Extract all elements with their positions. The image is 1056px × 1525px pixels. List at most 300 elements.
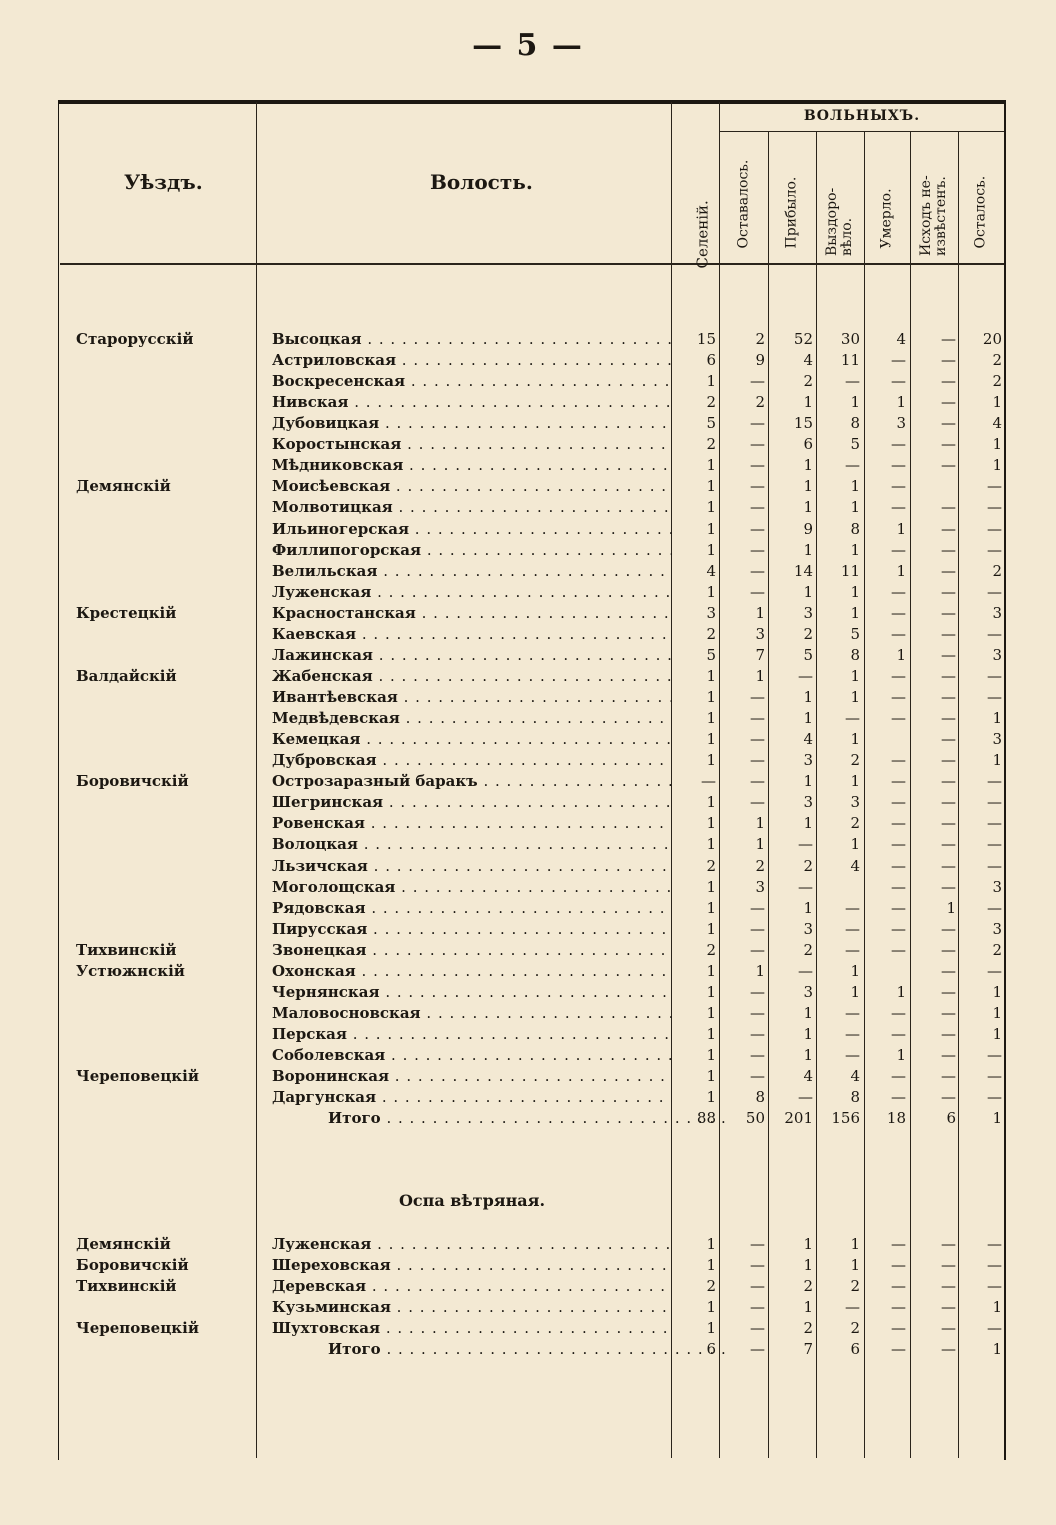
column-header-6: Осталось. xyxy=(972,175,989,249)
cell-col-5: — xyxy=(891,1277,906,1295)
cell-col-4: 2 xyxy=(850,751,860,769)
cell-col-4: — xyxy=(845,456,860,474)
uezd-name: Боровичскій xyxy=(76,1256,189,1274)
cell-col-6: — xyxy=(941,1004,956,1022)
cell-col-1: 1 xyxy=(706,688,716,706)
cell-col-1: 1 xyxy=(706,477,716,495)
column-header-3: Выздоро- вѣло. xyxy=(824,187,855,256)
uezd-name: Демянскій xyxy=(76,477,171,495)
cell-col-5: — xyxy=(891,709,906,727)
cell-col-2: — xyxy=(750,1004,765,1022)
cell-col-7: 1 xyxy=(992,751,1002,769)
cell-col-1: 1 xyxy=(706,541,716,559)
cell-col-3: 1 xyxy=(803,477,813,495)
cell-col-4: 11 xyxy=(840,562,860,580)
cell-col-3: 1 xyxy=(803,456,813,474)
cell-col-6: — xyxy=(941,793,956,811)
cell-col-2: 2 xyxy=(755,393,765,411)
volost-name: Ровенская . . . xyxy=(272,813,672,834)
cell-col-4: 6 xyxy=(850,1340,860,1358)
table-row xyxy=(0,434,1056,455)
volost-name: Ильиногерская . . . xyxy=(272,519,672,540)
table-row xyxy=(0,919,1056,940)
volost-name: Астриловская . . . xyxy=(272,350,672,371)
table-row xyxy=(0,561,1056,582)
table-row xyxy=(0,961,1056,982)
cell-col-3: 1 xyxy=(803,688,813,706)
cell-col-2: 1 xyxy=(755,962,765,980)
cell-col-5: — xyxy=(891,667,906,685)
cell-col-5: — xyxy=(891,920,906,938)
volost-name: Даргунская . . . xyxy=(272,1087,672,1108)
volost-name: Деревская . . . xyxy=(272,1276,672,1297)
total-row xyxy=(0,1339,1056,1360)
cell-col-6: — xyxy=(941,330,956,348)
cell-col-6: — xyxy=(941,814,956,832)
cell-col-2: 1 xyxy=(755,667,765,685)
cell-col-6: — xyxy=(941,751,956,769)
uezd-name: Старорусскій xyxy=(76,330,194,348)
cell-col-4: 1 xyxy=(850,835,860,853)
cell-col-2: — xyxy=(750,1319,765,1337)
cell-col-7: 1 xyxy=(992,1004,1002,1022)
cell-col-1: 2 xyxy=(706,1277,716,1295)
cell-col-5: — xyxy=(891,899,906,917)
cell-col-4: 1 xyxy=(850,477,860,495)
cell-col-5: — xyxy=(891,477,906,495)
cell-col-3: 1 xyxy=(803,583,813,601)
volost-name: Велильская . . . xyxy=(272,561,672,582)
uezd-name: Валдайскій xyxy=(76,667,177,685)
cell-col-5: 4 xyxy=(896,330,906,348)
cell-col-5: — xyxy=(891,857,906,875)
total-row xyxy=(0,1108,1056,1129)
cell-col-2: — xyxy=(750,1046,765,1064)
cell-col-1: 2 xyxy=(706,625,716,643)
cell-col-1: 1 xyxy=(706,814,716,832)
volost-name: Луженская . . . xyxy=(272,1234,672,1255)
cell-col-7: — xyxy=(987,899,1002,917)
cell-col-5: — xyxy=(891,1235,906,1253)
volost-name: Нивская . . . xyxy=(272,392,672,413)
cell-col-2: — xyxy=(750,477,765,495)
cell-col-5: — xyxy=(891,456,906,474)
table-row xyxy=(0,771,1056,792)
cell-col-2: — xyxy=(750,1235,765,1253)
cell-col-3: 1 xyxy=(803,498,813,516)
cell-col-3: 2 xyxy=(803,1319,813,1337)
uezd-name: Устюжнскій xyxy=(76,962,185,980)
uezd-name: Череповецкій xyxy=(76,1067,199,1085)
cell-col-7: 3 xyxy=(992,646,1002,664)
cell-col-6: — xyxy=(941,435,956,453)
table-row xyxy=(0,708,1056,729)
cell-col-6: — xyxy=(941,456,956,474)
header-volost: Волость. xyxy=(430,170,533,194)
volost-name: Воскресенская . . . xyxy=(272,371,672,392)
table-row xyxy=(0,1066,1056,1087)
cell-col-3: 52 xyxy=(793,330,813,348)
volost-name: Шухтовская . . . xyxy=(272,1318,672,1339)
table-row xyxy=(0,645,1056,666)
cell-col-1: 1 xyxy=(706,456,716,474)
cell-col-7: 20 xyxy=(982,330,1002,348)
volost-name: Рядовская . . . xyxy=(272,898,672,919)
cell-col-5: — xyxy=(891,435,906,453)
table-row xyxy=(0,877,1056,898)
cell-col-7: — xyxy=(987,814,1002,832)
cell-col-2: — xyxy=(750,793,765,811)
cell-col-1: 1 xyxy=(706,1025,716,1043)
cell-col-6: — xyxy=(941,709,956,727)
cell-col-1: 1 xyxy=(706,899,716,917)
cell-col-7: 1 xyxy=(992,1298,1002,1316)
cell-col-3: 1 xyxy=(803,1256,813,1274)
cell-col-1: 4 xyxy=(706,562,716,580)
cell-col-4: — xyxy=(845,709,860,727)
cell-col-4: 2 xyxy=(850,1319,860,1337)
cell-col-5: — xyxy=(891,1256,906,1274)
cell-col-1: 1 xyxy=(706,1004,716,1022)
cell-col-5: — xyxy=(891,583,906,601)
cell-col-1: 1 xyxy=(706,983,716,1001)
cell-col-2: — xyxy=(750,899,765,917)
cell-col-7: 1 xyxy=(992,983,1002,1001)
cell-col-7: — xyxy=(987,667,1002,685)
table-row xyxy=(0,982,1056,1003)
cell-col-7: 1 xyxy=(992,435,1002,453)
cell-col-2: — xyxy=(750,541,765,559)
cell-col-4: 1 xyxy=(850,498,860,516)
cell-col-4: 11 xyxy=(840,351,860,369)
cell-col-6: — xyxy=(941,857,956,875)
cell-col-5: — xyxy=(891,1004,906,1022)
table-row xyxy=(0,455,1056,476)
cell-col-5: 1 xyxy=(896,393,906,411)
cell-col-1: 1 xyxy=(706,583,716,601)
cell-col-3: 6 xyxy=(803,435,813,453)
column-header-1: Оставалось. xyxy=(735,159,752,249)
cell-col-6: — xyxy=(941,393,956,411)
table-row xyxy=(0,603,1056,624)
cell-col-1: 1 xyxy=(706,962,716,980)
table-row xyxy=(0,329,1056,350)
volost-name: Маловосновская . . . xyxy=(272,1003,672,1024)
cell-col-1: 1 xyxy=(706,751,716,769)
cell-col-4: 4 xyxy=(850,857,860,875)
cell-col-2: 3 xyxy=(755,625,765,643)
table-row xyxy=(0,1255,1056,1276)
cell-col-6: — xyxy=(941,562,956,580)
table-row xyxy=(0,1003,1056,1024)
volost-name: Волоцкая . . . xyxy=(272,834,672,855)
cell-col-1: 6 xyxy=(706,1340,716,1358)
cell-col-3: 5 xyxy=(803,646,813,664)
cell-col-5: — xyxy=(891,372,906,390)
cell-col-2: — xyxy=(750,498,765,516)
cell-col-7: 3 xyxy=(992,730,1002,748)
table-row xyxy=(0,413,1056,434)
cell-col-3: — xyxy=(798,1088,813,1106)
cell-col-5: — xyxy=(891,793,906,811)
cell-col-7: 2 xyxy=(992,372,1002,390)
volost-name: Воронинская . . . xyxy=(272,1066,672,1087)
cell-col-7: 1 xyxy=(992,1025,1002,1043)
cell-col-3: 3 xyxy=(803,983,813,1001)
cell-col-4: 1 xyxy=(850,1256,860,1274)
volost-name: Медвѣдевская . . . xyxy=(272,708,672,729)
cell-col-3: — xyxy=(798,962,813,980)
cell-col-2: 2 xyxy=(755,330,765,348)
cell-col-3: 1 xyxy=(803,709,813,727)
cell-col-2: — xyxy=(750,1067,765,1085)
cell-col-4: 1 xyxy=(850,1235,860,1253)
cell-col-3: 14 xyxy=(793,562,813,580)
cell-col-4: 3 xyxy=(850,793,860,811)
column-header-5: Исходъ не- извѣстенъ. xyxy=(918,175,949,256)
cell-col-6: — xyxy=(941,414,956,432)
cell-col-2: — xyxy=(750,920,765,938)
uezd-name: Крестецкій xyxy=(76,604,177,622)
cell-col-3: 7 xyxy=(803,1340,813,1358)
volost-name: Молвотицкая . . . xyxy=(272,497,672,518)
table-row xyxy=(0,1318,1056,1339)
table-row xyxy=(0,497,1056,518)
table-row xyxy=(0,750,1056,771)
cell-col-5: — xyxy=(891,1298,906,1316)
cell-col-5: 18 xyxy=(886,1109,906,1127)
cell-col-5: — xyxy=(891,941,906,959)
cell-col-4: — xyxy=(845,941,860,959)
cell-col-5: — xyxy=(891,751,906,769)
cell-col-4: 1 xyxy=(850,962,860,980)
section-title: Оспа вѣтряная. xyxy=(398,1191,546,1210)
cell-col-1: 1 xyxy=(706,793,716,811)
cell-col-3: 3 xyxy=(803,604,813,622)
cell-col-5: — xyxy=(891,625,906,643)
cell-col-2: 2 xyxy=(755,857,765,875)
header-bottom-rule xyxy=(60,263,1004,265)
cell-col-5: — xyxy=(891,604,906,622)
cell-col-2: — xyxy=(750,456,765,474)
volost-name: Льзичская . . . xyxy=(272,856,672,877)
cell-col-7: — xyxy=(987,1088,1002,1106)
cell-col-3: 1 xyxy=(803,1004,813,1022)
total-label: Итого . . . xyxy=(272,1108,728,1129)
cell-col-7: — xyxy=(987,583,1002,601)
cell-col-2: — xyxy=(750,1298,765,1316)
cell-col-6: — xyxy=(941,878,956,896)
cell-col-6: — xyxy=(941,835,956,853)
cell-col-4: 8 xyxy=(850,520,860,538)
cell-col-1: 1 xyxy=(706,1046,716,1064)
total-label: Итого . . . xyxy=(272,1339,728,1360)
cell-col-2: 1 xyxy=(755,604,765,622)
cell-col-2: — xyxy=(750,435,765,453)
cell-col-5: 3 xyxy=(896,414,906,432)
cell-col-2: — xyxy=(750,730,765,748)
cell-col-6: — xyxy=(941,983,956,1001)
cell-col-2: — xyxy=(750,688,765,706)
cell-col-6: — xyxy=(941,1025,956,1043)
cell-col-2: — xyxy=(750,583,765,601)
cell-col-4: — xyxy=(845,1004,860,1022)
cell-col-2: 50 xyxy=(745,1109,765,1127)
table-row xyxy=(0,371,1056,392)
cell-col-1: 1 xyxy=(706,730,716,748)
cell-col-3: 1 xyxy=(803,1298,813,1316)
uezd-name: Череповецкій xyxy=(76,1319,199,1337)
cell-col-1: 5 xyxy=(706,646,716,664)
cell-col-2: — xyxy=(750,709,765,727)
table-row xyxy=(0,519,1056,540)
volost-name: Пирусская . . . xyxy=(272,919,672,940)
cell-col-2: — xyxy=(750,1025,765,1043)
cell-col-2: 9 xyxy=(755,351,765,369)
volost-name: Дубровская . . . xyxy=(272,750,672,771)
cell-col-5: 1 xyxy=(896,1046,906,1064)
cell-col-5: — xyxy=(891,878,906,896)
cell-col-7: — xyxy=(987,1067,1002,1085)
volost-name: Чернянская . . . xyxy=(272,982,672,1003)
cell-col-7: — xyxy=(987,1319,1002,1337)
cell-col-7: 1 xyxy=(992,456,1002,474)
page-number: — 5 — xyxy=(472,28,584,63)
cell-col-1: 1 xyxy=(706,878,716,896)
table-row xyxy=(0,582,1056,603)
volost-name: Охонская . . . xyxy=(272,961,672,982)
header-seleniy: Селеній. xyxy=(693,200,712,269)
table-row xyxy=(0,940,1056,961)
cell-col-3: 1 xyxy=(803,772,813,790)
cell-col-1: 1 xyxy=(706,520,716,538)
cell-col-5: — xyxy=(891,351,906,369)
cell-col-7: — xyxy=(987,1256,1002,1274)
cell-col-3: 3 xyxy=(803,920,813,938)
table-row xyxy=(0,392,1056,413)
uezd-name: Тихвинскій xyxy=(76,941,177,959)
group-rule xyxy=(720,131,1004,132)
cell-col-6: — xyxy=(941,1256,956,1274)
cell-col-3: 1 xyxy=(803,393,813,411)
cell-col-6: — xyxy=(941,625,956,643)
cell-col-6: — xyxy=(941,772,956,790)
cell-col-4: 5 xyxy=(850,625,860,643)
cell-col-1: 6 xyxy=(706,351,716,369)
cell-col-7: 3 xyxy=(992,878,1002,896)
cell-col-2: — xyxy=(750,1256,765,1274)
table-row xyxy=(0,1297,1056,1318)
cell-col-4: 1 xyxy=(850,667,860,685)
cell-col-5: — xyxy=(891,688,906,706)
cell-col-5: — xyxy=(891,1025,906,1043)
cell-col-4: — xyxy=(845,372,860,390)
table-row xyxy=(0,687,1056,708)
cell-col-3: 2 xyxy=(803,625,813,643)
cell-col-1: 2 xyxy=(706,941,716,959)
volost-name: Острозаразный баракъ . . . xyxy=(272,771,672,792)
cell-col-3: 9 xyxy=(803,520,813,538)
volost-name: Шегринская . . . xyxy=(272,792,672,813)
cell-col-7: 3 xyxy=(992,920,1002,938)
cell-col-3: 15 xyxy=(793,414,813,432)
cell-col-2: 1 xyxy=(755,835,765,853)
cell-col-5: 1 xyxy=(896,983,906,1001)
cell-col-2: — xyxy=(750,372,765,390)
cell-col-4: 1 xyxy=(850,541,860,559)
volost-name: Высоцкая . . . xyxy=(272,329,672,350)
table-row xyxy=(0,1087,1056,1108)
table-row xyxy=(0,898,1056,919)
cell-col-5: 1 xyxy=(896,562,906,580)
cell-col-1: 1 xyxy=(706,709,716,727)
volost-name: Дубовицкая . . . xyxy=(272,413,672,434)
cell-col-1: 1 xyxy=(706,1319,716,1337)
cell-col-6: — xyxy=(941,920,956,938)
cell-col-2: — xyxy=(750,983,765,1001)
cell-col-4: 4 xyxy=(850,1067,860,1085)
cell-col-4: 1 xyxy=(850,730,860,748)
cell-col-7: — xyxy=(987,625,1002,643)
column-header-2: Прибыло. xyxy=(783,176,800,249)
uezd-name: Боровичскій xyxy=(76,772,189,790)
cell-col-6: — xyxy=(941,1277,956,1295)
cell-col-6: 6 xyxy=(946,1109,956,1127)
cell-col-7: — xyxy=(987,477,1002,495)
cell-col-5: — xyxy=(891,498,906,516)
cell-col-3: 1 xyxy=(803,814,813,832)
cell-col-4: — xyxy=(845,920,860,938)
cell-col-2: — xyxy=(750,520,765,538)
volost-name: Красностанская . . . xyxy=(272,603,672,624)
cell-col-1: 1 xyxy=(706,372,716,390)
cell-col-4: 8 xyxy=(850,1088,860,1106)
cell-col-7: — xyxy=(987,1046,1002,1064)
volost-name: Каевская . . . xyxy=(272,624,672,645)
cell-col-4: 1 xyxy=(850,983,860,1001)
cell-col-2: — xyxy=(750,414,765,432)
volost-name: Жабенская . . . xyxy=(272,666,672,687)
volost-name: Лажинская . . . xyxy=(272,645,672,666)
cell-col-2: 8 xyxy=(755,1088,765,1106)
cell-col-1: 1 xyxy=(706,1088,716,1106)
table-row xyxy=(0,1045,1056,1066)
table-row xyxy=(0,350,1056,371)
cell-col-5: — xyxy=(891,835,906,853)
cell-col-7: — xyxy=(987,772,1002,790)
cell-col-5: 1 xyxy=(896,646,906,664)
cell-col-3: 4 xyxy=(803,730,813,748)
cell-col-3: 2 xyxy=(803,1277,813,1295)
cell-col-1: 88 xyxy=(696,1109,716,1127)
cell-col-4: 1 xyxy=(850,583,860,601)
volost-name: Перская . . . xyxy=(272,1024,672,1045)
cell-col-4: 8 xyxy=(850,646,860,664)
cell-col-7: — xyxy=(987,541,1002,559)
cell-col-3: 201 xyxy=(784,1109,813,1127)
cell-col-1: 1 xyxy=(706,920,716,938)
cell-col-3: — xyxy=(798,835,813,853)
volost-name: Звонецкая . . . xyxy=(272,940,672,961)
cell-col-4: 1 xyxy=(850,393,860,411)
cell-col-1: 1 xyxy=(706,1256,716,1274)
cell-col-7: — xyxy=(987,857,1002,875)
cell-col-6: — xyxy=(941,1235,956,1253)
cell-col-1: 15 xyxy=(696,330,716,348)
cell-col-4: — xyxy=(845,1046,860,1064)
uezd-name: Демянскій xyxy=(76,1235,171,1253)
cell-col-2: 7 xyxy=(755,646,765,664)
